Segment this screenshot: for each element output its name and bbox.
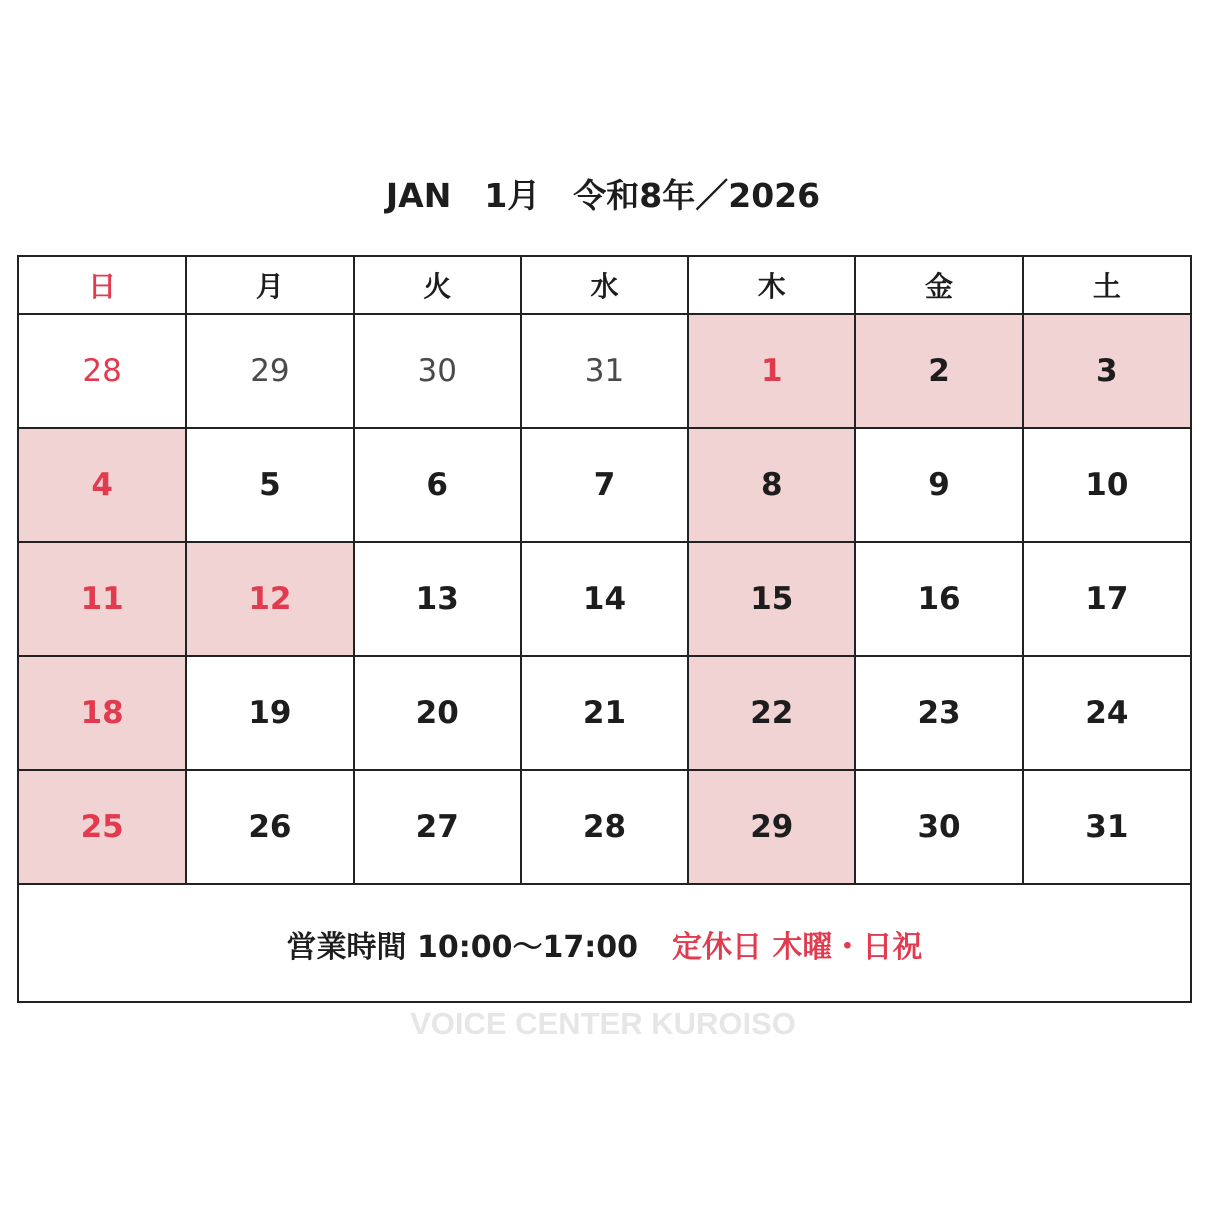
weekday-header-row (19, 257, 1190, 314)
day-cell: 12 (186, 542, 353, 656)
day-cell: 25 (19, 770, 186, 884)
day-cell: 7 (521, 428, 688, 542)
day-cell: 6 (354, 428, 521, 542)
week-row (19, 542, 1190, 656)
weekday-header: 月 (186, 257, 353, 314)
day-cell: 23 (855, 656, 1022, 770)
day-cell: 17 (1023, 542, 1190, 656)
business-hours: 営業時間 10:00〜17:00 (286, 929, 638, 965)
day-cell: 24 (1023, 656, 1190, 770)
day-cell: 31 (521, 314, 688, 428)
weekday-header: 土 (1023, 257, 1190, 314)
weekday-header: 日 (19, 257, 186, 314)
weekday-header: 火 (354, 257, 521, 314)
week-row (19, 314, 1190, 428)
day-cell: 22 (688, 656, 855, 770)
day-cell: 19 (186, 656, 353, 770)
day-cell: 3 (1023, 314, 1190, 428)
day-cell: 31 (1023, 770, 1190, 884)
day-cell: 9 (855, 428, 1022, 542)
day-cell: 4 (19, 428, 186, 542)
day-cell: 1 (688, 314, 855, 428)
day-cell: 30 (855, 770, 1022, 884)
day-cell: 21 (521, 656, 688, 770)
day-cell: 18 (19, 656, 186, 770)
day-cell: 16 (855, 542, 1022, 656)
day-cell: 11 (19, 542, 186, 656)
day-cell: 20 (354, 656, 521, 770)
calendar (17, 255, 1192, 1003)
weekday-header: 木 (688, 257, 855, 314)
day-cell: 29 (186, 314, 353, 428)
day-cell: 8 (688, 428, 855, 542)
week-row (19, 428, 1190, 542)
week-row (19, 656, 1190, 770)
weekday-header: 金 (855, 257, 1022, 314)
day-cell: 30 (354, 314, 521, 428)
day-cell: 15 (688, 542, 855, 656)
day-cell: 28 (19, 314, 186, 428)
week-row (19, 770, 1190, 884)
day-cell: 10 (1023, 428, 1190, 542)
closed-days: 定休日 木曜・日祝 (671, 929, 923, 965)
day-cell: 29 (688, 770, 855, 884)
calendar-title: JAN 1月 令和8年／2026 (385, 176, 821, 215)
day-cell: 27 (354, 770, 521, 884)
day-cell: 26 (186, 770, 353, 884)
day-cell: 14 (521, 542, 688, 656)
weekday-header: 水 (521, 257, 688, 314)
day-cell: 13 (354, 542, 521, 656)
calendar-grid (19, 257, 1190, 885)
watermark: VOICE CENTER KUROISO (410, 1006, 796, 1041)
calendar-footer (19, 886, 1190, 1001)
day-cell: 28 (521, 770, 688, 884)
day-cell: 2 (855, 314, 1022, 428)
day-cell: 5 (186, 428, 353, 542)
